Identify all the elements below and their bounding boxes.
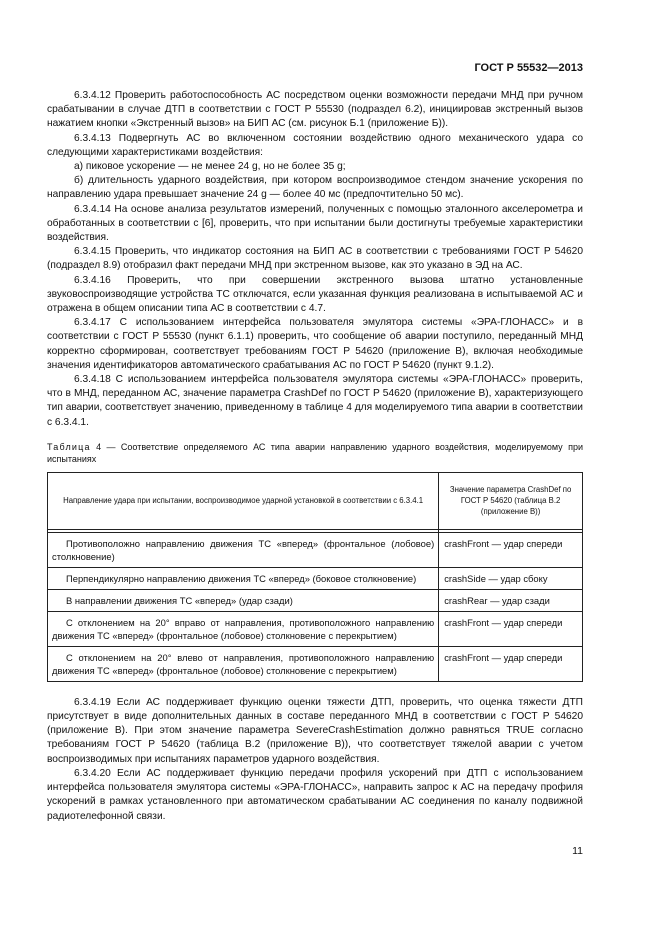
- table-row: [48, 532, 583, 567]
- page-number: 11: [572, 845, 583, 857]
- crash-type-table: [47, 472, 583, 682]
- table-cell-direction: Противоположно направлению движения ТС «вперед» (фронтальное (лобовое) столкновение): [48, 532, 439, 567]
- paragraph-6-3-4-12: 6.3.4.12 Проверить работоспособность АС посредством оценки возможности передачи МНД при ручном срабатывании в случае ДТП в соответствии с ГОСТ Р 55530 (подраздел 6.2), инициировав экстренный вызов нажатием кнопки «Экстренный вызов» на БИП АС (см. рисунок Б.1 (приложение Б)).: [47, 90, 583, 130]
- paragraph-6-3-4-14: 6.3.4.14 На основе анализа результатов измерений, полученных с помощью эталонного акселерометра и обработанных в соответствии с [6], проверить, что при испытании были достигнуты требуемые характеристики воздействия.: [47, 203, 583, 244]
- paragraph-6-3-4-16: 6.3.4.16 Проверить, что при совершении экстренного вызова штатно установленные звуковоспроизводящие устройства ТС отключатся, если указанная функция реализована в испытываемой АС и отражена в общем описании типа АС в соответствии с 4.7.: [47, 274, 583, 315]
- after-table-section: [47, 696, 583, 824]
- table-cell-value: crashSide — удар сбоку: [439, 567, 583, 589]
- paragraph-6-3-4-13: 6.3.4.13 Подвергнуть АС во включенном состоянии воздействию одного механического удара со следующими характеристиками воздействия:: [47, 132, 583, 158]
- paragraph-6-3-4-20: 6.3.4.20 Если АС поддерживает функцию передачи профиля ускорений при ДТП с использованием интерфейса пользователя эмулятора системы «ЭРА-ГЛОНАСС», направить запрос к АС на передачу профиля ускорений в рамках установленного при автоматическом срабатывании АС соединения по каналу подвижной радиотелефонной связи.: [47, 767, 583, 822]
- table-cell-value: crashFront — удар спереди: [439, 646, 583, 681]
- table-cell-direction: В направлении движения ТС «вперед» (удар сзади): [48, 589, 439, 611]
- table-caption-label: Таблица: [47, 441, 91, 452]
- table-header-direction: Направление удара при испытании, воспроизводимое ударной установкой в соответствии с 6.3.4.1: [48, 472, 439, 529]
- table-cell-value: crashRear — удар сзади: [439, 589, 583, 611]
- paragraph-6-3-4-15: 6.3.4.15 Проверить, что индикатор состояния на БИП АС в соответствии с требованиями ГОСТ Р 54620 (подраздел 8.9) отобразил факт передачи МНД при экстренном вызове, как это указано в ЭД на АС.: [47, 246, 583, 272]
- table-cell-value: crashFront — удар спереди: [439, 532, 583, 567]
- document-id: ГОСТ Р 55532—2013: [474, 62, 583, 74]
- paragraph-6-3-4-18: 6.3.4.18 С использованием интерфейса пользователя эмулятора системы «ЭРА-ГЛОНАСС» проверить, что в МНД, переданном АС, значение параметра CrashDef по ГОСТ Р 54620 (приложение В), характеризующего тип аварии, соответствует значению, приведенному в таблице 4 для моделируемого типа аварии в соответствии с 6.3.4.1.: [47, 374, 583, 428]
- table-header-crashdef: Значение параметра CrashDef по ГОСТ Р 54620 (таблица В.2 (приложение В)): [439, 472, 583, 529]
- table-caption: [47, 441, 583, 466]
- table-row: [48, 567, 583, 589]
- list-item-a: а) пиковое ускорение — не менее 24 g, но не более 35 g;: [74, 161, 346, 173]
- table-cell-value: crashFront — удар спереди: [439, 611, 583, 646]
- table-cell-direction: С отклонением на 20° вправо от направления, противоположного направлению движения ТС «вперед» (фронтальное (лобовое) столкновение с перекрытием): [48, 611, 439, 646]
- table-cell-direction: С отклонением на 20° влево от направления, противоположного направлению движения ТС «вперед» (фронтальное (лобовое) столкновение с перекрытием): [48, 646, 439, 681]
- paragraph-6-3-4-17: 6.3.4.17 С использованием интерфейса пользователя эмулятора системы «ЭРА-ГЛОНАСС» и в соответствии с ГОСТ Р 55530 (пункт 6.1.1) проверить, что сообщение об аварии поступило, переданный МНД корректно сформирован, соответствует требованиям ГОСТ Р 54620 (приложение В), включая необходимые значения идентификаторов автоматического срабатывания АС по ГОСТ Р 54620 (пункт 9.1.2).: [47, 317, 583, 371]
- table-row: [48, 646, 583, 681]
- table-row: [48, 611, 583, 646]
- table-cell-direction: Перпендикулярно направлению движения ТС «вперед» (боковое столкновение): [48, 567, 439, 589]
- paragraph-6-3-4-19: 6.3.4.19 Если АС поддерживает функцию оценки тяжести ДТП, проверить, что оценка тяжести ДТП присутствует в виде дополнительных данных в составе переданного МНД в соответствии с ГОСТ Р 54620 (приложение В). При этом значение параметра SevereCrashEstimation должно равняться TRUE согласно требованиям ГОСТ Р 54620 (таблица В.2 (приложение В)), что соответствует тяжелой аварии с учетом воспроизводимых при испытаниях параметров ударного воздействия.: [47, 696, 583, 765]
- table-row: [48, 589, 583, 611]
- page-content: [47, 89, 583, 824]
- list-item-b: б) длительность ударного воздействия, при котором воспроизводимое стендом значение ускорения по направлению удара превышает значение 24 g — более 40 мс (предпочтительно 50 мс).: [47, 175, 583, 201]
- table-caption-text: 4 — Соответствие определяемого АС типа аварии направлению ударного воздействия, моделируемому при испытаниях: [47, 441, 583, 465]
- table-header-row: [48, 472, 583, 529]
